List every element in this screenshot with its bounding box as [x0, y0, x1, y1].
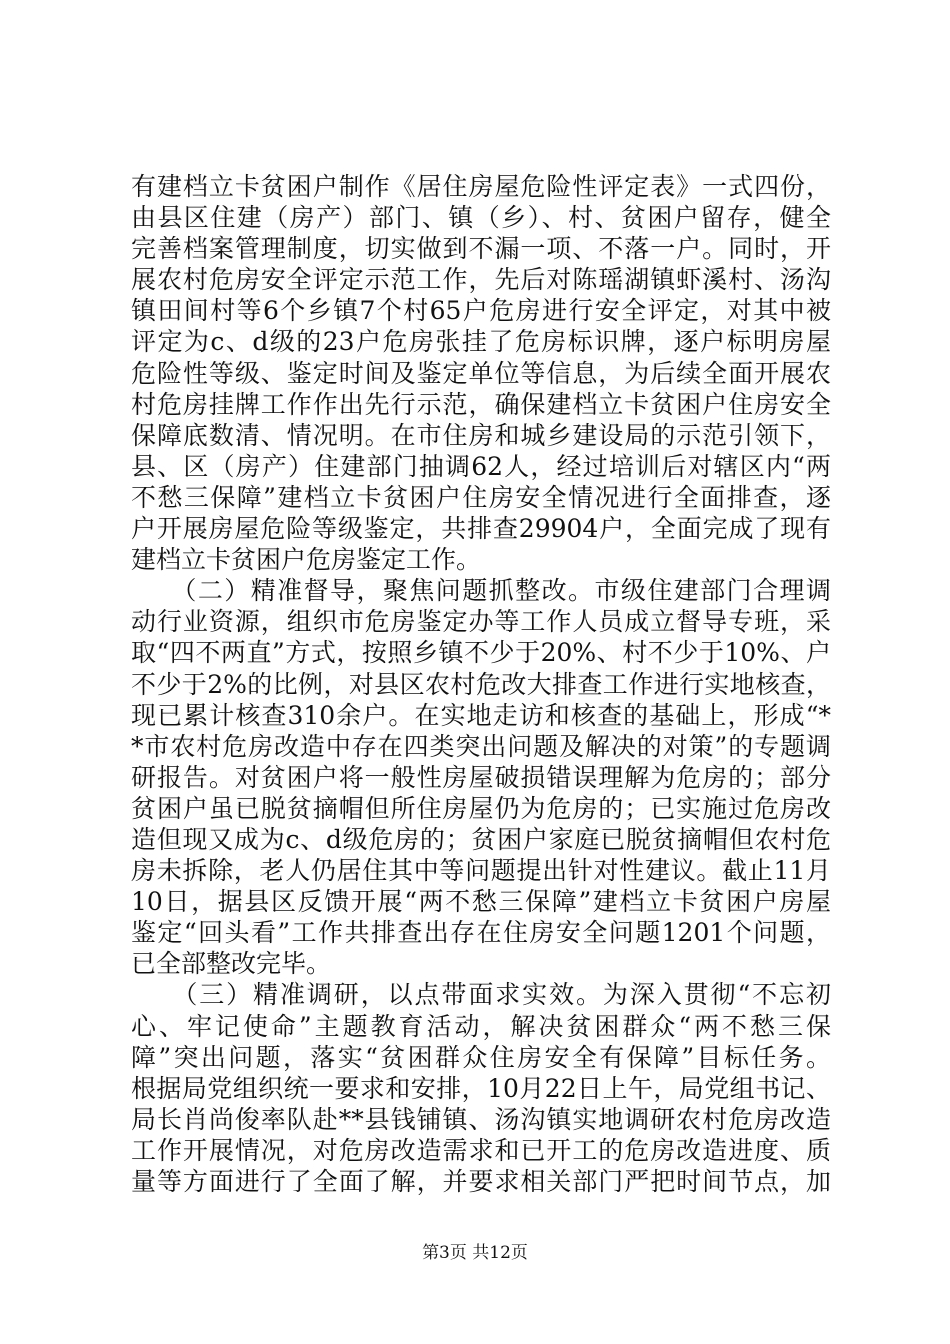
text-line: 现已累计核查310余户。在实地走访和核查的基础上，形成“* [131, 700, 831, 730]
text-line: 完善档案管理制度，切实做到不漏一项、不落一户。同时，开 [131, 234, 831, 264]
text-line: 工作开展情况，对危房改造需求和已开工的危房改造进度、质 [131, 1135, 831, 1165]
text-line: 村危房挂牌工作作出先行示范，确保建档立卡贫困户住房安全 [131, 389, 831, 419]
text-line: 鉴定“回头看”工作共排查出存在住房安全问题1201个问题， [131, 918, 831, 948]
paragraph-first-line: （三）精准调研，以点带面求实效。为深入贯彻“不忘初 [131, 980, 831, 1010]
text-line: 有建档立卡贫困户制作《居住房屋危险性评定表》一式四份， [131, 172, 831, 201]
text-line: 保障底数清、情况明。在市住房和城乡建设局的示范引领下， [131, 420, 831, 450]
text-line: 10日，据县区反馈开展“两不愁三保障”建档立卡贫困户房屋 [131, 887, 831, 917]
text-line: 不少于2%的比例，对县区农村危改大排查工作进行实地核查， [131, 669, 831, 699]
text-line: 展农村危房安全评定示范工作，先后对陈瑶湖镇虾溪村、汤沟 [131, 265, 831, 295]
text-line: 局长肖尚俊率队赴**县钱铺镇、汤沟镇实地调研农村危房改造 [131, 1104, 831, 1134]
text-line: 贫困户虽已脱贫摘帽但所住房屋仍为危房的；已实施过危房改 [131, 793, 831, 823]
text-line: 户开展房屋危险等级鉴定，共排查29904户，全面完成了现有 [131, 514, 831, 544]
body-text [131, 171, 831, 1197]
text-line: 根据局党组织统一要求和安排，10月22日上午，局党组书记、 [131, 1073, 831, 1103]
text-line: *市农村危房改造中存在四类突出问题及解决的对策”的专题调 [131, 731, 831, 761]
text-line: 障”突出问题，落实“贫困群众住房安全有保障”目标任务。 [131, 1042, 831, 1072]
text-line: 心、牢记使命”主题教育活动，解决贫困群众“两不愁三保 [131, 1011, 831, 1041]
page-footer: 第3页 共12页 [422, 1243, 528, 1263]
text-line: 不愁三保障”建档立卡贫困户住房安全情况进行全面排查，逐 [131, 482, 831, 512]
paragraph-last-line: 建档立卡贫困户危房鉴定工作。 [131, 545, 482, 575]
paragraph-last-line: 已全部整改完毕。 [131, 949, 332, 979]
text-line: 量等方面进行了全面了解，并要求相关部门严把时间节点，加 [131, 1167, 831, 1196]
text-line: 研报告。对贫困户将一般性房屋破损错误理解为危房的；部分 [131, 762, 831, 792]
text-line: 由县区住建（房产）部门、镇（乡）、村、贫困户留存，健全 [131, 203, 831, 233]
text-line: 县、区（房产）住建部门抽调62人，经过培训后对辖区内“两 [131, 451, 831, 481]
text-line: 评定为c、d级的23户危房张挂了危房标识牌，逐户标明房屋 [131, 327, 831, 357]
text-line: 房未拆除，老人仍居住其中等问题提出针对性建议。截止11月 [131, 856, 831, 886]
text-line: 造但现又成为c、d级危房的；贫困户家庭已脱贫摘帽但农村危 [131, 824, 831, 854]
paragraph-first-line: （二）精准督导，聚焦问题抓整改。市级住建部门合理调 [131, 576, 831, 606]
text-line: 危险性等级、鉴定时间及鉴定单位等信息，为后续全面开展农 [131, 358, 831, 388]
text-line: 取“四不两直”方式，按照乡镇不少于20%、村不少于10%、户 [131, 638, 831, 668]
text-line: 动行业资源，组织市危房鉴定办等工作人员成立督导专班，采 [131, 607, 831, 637]
text-line: 镇田间村等6个乡镇7个村65户危房进行安全评定，对其中被 [131, 296, 831, 326]
